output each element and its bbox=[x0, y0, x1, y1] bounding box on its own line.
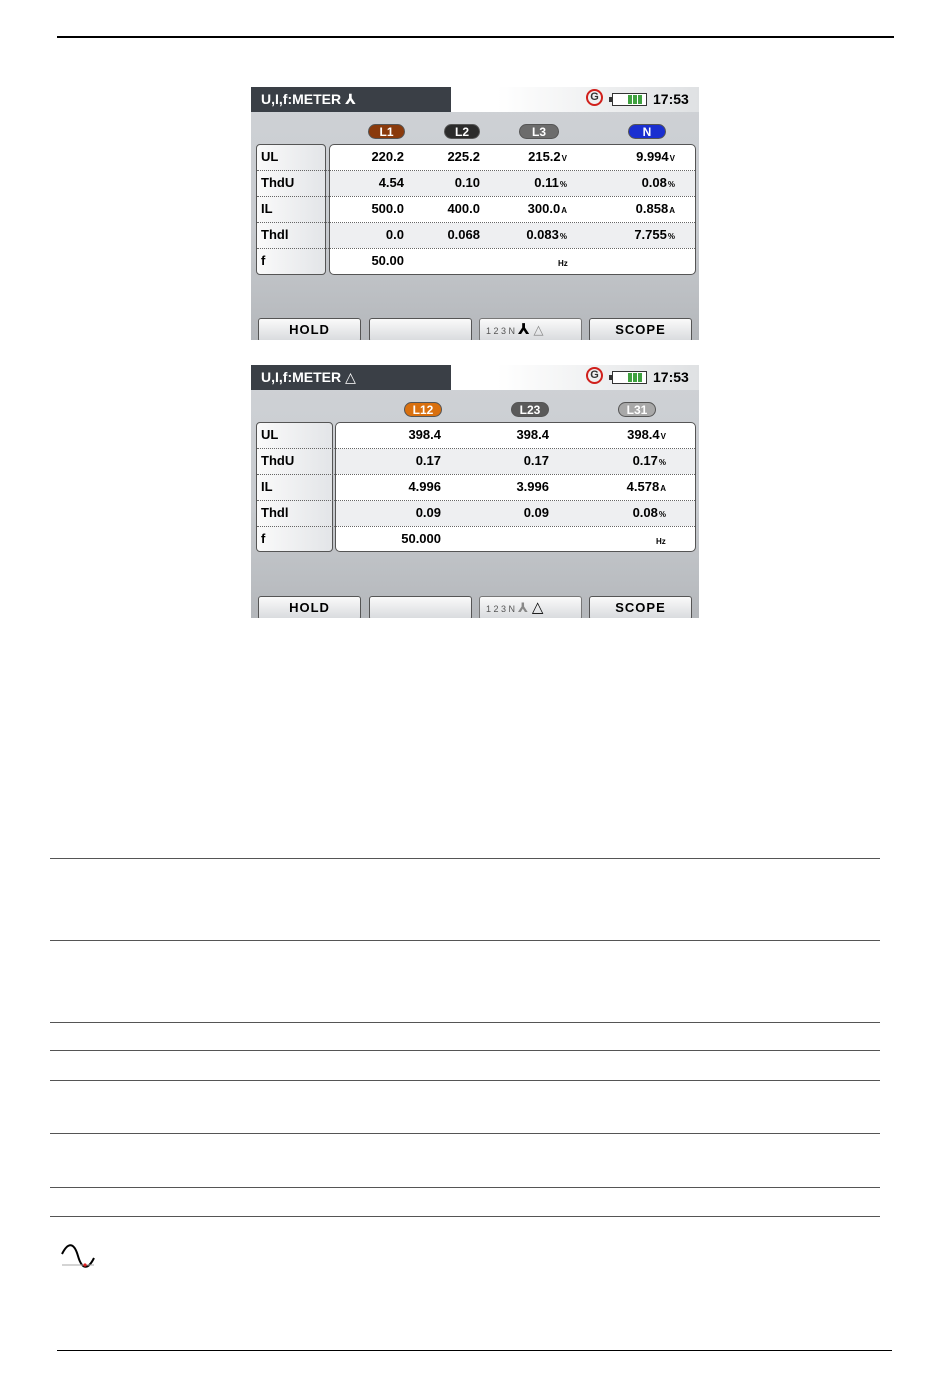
value-f-unit: Hz bbox=[656, 537, 666, 546]
row-label-il: IL bbox=[261, 479, 273, 494]
star-connection-icon: ⅄ bbox=[345, 91, 356, 107]
value-il-l23: 3.996 bbox=[516, 479, 549, 494]
connection-selector[interactable]: 1 2 3 N ⅄ △ bbox=[479, 596, 582, 618]
value-thdu-l2: 0.10 bbox=[454, 175, 480, 190]
value-il-n: 0.858A bbox=[635, 201, 675, 216]
star-icon: ⅄ bbox=[518, 321, 530, 338]
delta-icon: △ bbox=[531, 599, 544, 616]
row-label-il: IL bbox=[261, 201, 273, 216]
table-rule bbox=[50, 940, 880, 941]
row-label-f: f bbox=[261, 531, 266, 546]
screen-title: U,I,f:METER ⅄ bbox=[251, 87, 451, 112]
value-ul-l12: 398.4 bbox=[408, 427, 441, 442]
header-rule bbox=[57, 36, 894, 38]
hold-button[interactable]: HOLD bbox=[258, 318, 361, 340]
column-header-l23: L23 bbox=[511, 402, 549, 417]
table-rule bbox=[50, 1050, 880, 1051]
column-header-n: N bbox=[628, 124, 666, 139]
star-icon: ⅄ bbox=[518, 600, 528, 615]
value-thdi-l31: 0.08% bbox=[632, 505, 666, 520]
row-label-thdi: Thdl bbox=[261, 505, 289, 520]
value-thdi-n: 7.755% bbox=[634, 227, 675, 242]
value-ul-l31: 398.4V bbox=[627, 427, 666, 442]
screen-title: U,I,f:METER △ bbox=[251, 365, 451, 390]
delta-connection-icon: △ bbox=[345, 369, 356, 385]
value-thdi-l23: 0.09 bbox=[523, 505, 549, 520]
table-rule bbox=[50, 1216, 880, 1217]
row-label-thdi: Thdl bbox=[261, 227, 289, 242]
value-thdu-n: 0.08% bbox=[641, 175, 675, 190]
value-ul-l3: 215.2V bbox=[528, 149, 567, 164]
value-thdi-l1: 0.0 bbox=[385, 227, 404, 242]
row-label-thdu: ThdU bbox=[261, 453, 295, 468]
row-label-ul: UL bbox=[261, 149, 279, 164]
value-thdi-l12: 0.09 bbox=[415, 505, 441, 520]
value-f-unit: Hz bbox=[558, 259, 568, 268]
clock: 17:53 bbox=[653, 91, 689, 107]
column-header-l31: L31 bbox=[618, 402, 656, 417]
value-thdu-l3: 0.11% bbox=[534, 175, 567, 190]
table-rule bbox=[50, 858, 880, 859]
connection-selector[interactable]: 1 2 3 N ⅄ △ bbox=[479, 318, 582, 340]
value-il-l31: 4.578A bbox=[626, 479, 666, 494]
delta-icon: △ bbox=[533, 322, 544, 337]
table-rule bbox=[50, 1187, 880, 1188]
value-thdu-l31: 0.17% bbox=[632, 453, 666, 468]
clock: 17:53 bbox=[653, 369, 689, 385]
battery-icon bbox=[612, 371, 647, 384]
table-rule bbox=[50, 1133, 880, 1134]
value-thdu-l12: 0.17 bbox=[415, 453, 441, 468]
scope-button[interactable]: SCOPE bbox=[589, 596, 692, 618]
meter-screen-delta bbox=[251, 365, 699, 618]
scope-button[interactable]: SCOPE bbox=[589, 318, 692, 340]
value-f: 50.00 bbox=[371, 253, 404, 268]
meter-screen-star bbox=[251, 87, 699, 340]
footer-rule bbox=[57, 1350, 892, 1351]
row-label-ul: UL bbox=[261, 427, 279, 442]
row-label-f: f bbox=[261, 253, 266, 268]
value-thdi-l3: 0.083% bbox=[526, 227, 567, 242]
value-il-l1: 500.0 bbox=[371, 201, 404, 216]
blank-button[interactable] bbox=[369, 596, 472, 618]
column-header-l3: L3 bbox=[519, 124, 559, 139]
row-label-thdu: ThdU bbox=[261, 175, 295, 190]
value-f: 50.000 bbox=[401, 531, 441, 546]
hold-button[interactable]: HOLD bbox=[258, 596, 361, 618]
gps-icon: G bbox=[586, 367, 603, 384]
value-ul-l2: 225.2 bbox=[447, 149, 480, 164]
table-rule bbox=[50, 1022, 880, 1023]
value-il-l3: 300.0A bbox=[527, 201, 567, 216]
value-ul-l1: 220.2 bbox=[371, 149, 404, 164]
column-header-l1: L1 bbox=[368, 124, 405, 139]
value-ul-n: 9.994V bbox=[636, 149, 675, 164]
gps-icon: G bbox=[586, 89, 603, 106]
blank-button[interactable] bbox=[369, 318, 472, 340]
value-thdi-l2: 0.068 bbox=[447, 227, 480, 242]
value-il-l2: 400.0 bbox=[447, 201, 480, 216]
sine-wave-icon bbox=[60, 1244, 96, 1270]
value-ul-l23: 398.4 bbox=[516, 427, 549, 442]
column-header-l2: L2 bbox=[444, 124, 480, 139]
value-thdu-l23: 0.17 bbox=[523, 453, 549, 468]
column-header-l12: L12 bbox=[404, 402, 442, 417]
value-il-l12: 4.996 bbox=[408, 479, 441, 494]
table-rule bbox=[50, 1080, 880, 1081]
value-thdu-l1: 4.54 bbox=[378, 175, 404, 190]
battery-icon bbox=[612, 93, 647, 106]
